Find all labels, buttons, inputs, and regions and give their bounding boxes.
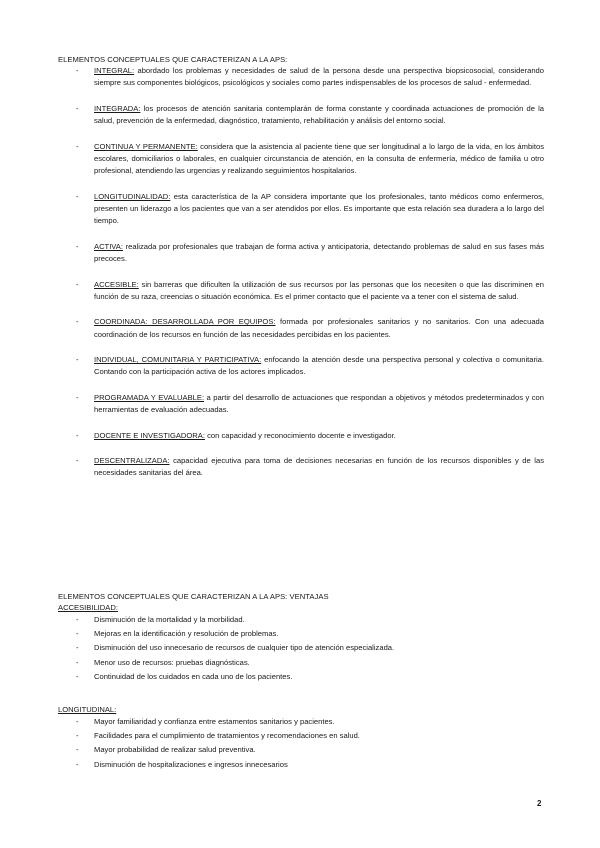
bullet-dash: - (76, 141, 79, 151)
section-heading: ELEMENTOS CONCEPTUALES QUE CARACTERIZAN A LA APS: (58, 55, 288, 64)
bullet-dash: - (76, 456, 79, 466)
concept-term: ACCESIBLE: (94, 279, 139, 289)
bullet-dash: - (76, 759, 79, 769)
page-number: 2 (537, 799, 542, 808)
list-item (58, 141, 544, 178)
list-item (58, 191, 544, 228)
bullet-dash: - (76, 745, 79, 755)
concept-term: INDIVIDUAL, COMUNITARIA Y PARTICIPATIVA: (94, 355, 262, 365)
list-item (58, 103, 544, 128)
list-item-text: Disminución de la mortalidad y la morbilidad. (94, 615, 245, 624)
bullet-dash: - (76, 191, 79, 201)
list-item-text: Disminución de hospitalizaciones e ingresos innecesarios (94, 759, 288, 769)
concept-text: considera que la asistencia al paciente tiene que ser longitudinal a lo largo de la vida, en los ámbitos escolares, domiciliarios o laborales, en cualquier circunstancia de atención, en la consulta de enfermería, médico de familia u otro profesional, atendiendo las urgencias y realizando seguimientos hospitalarios. (94, 141, 544, 176)
concept-term: COORDINADA: DESARROLLADA POR EQUIPOS: (94, 317, 276, 327)
list-item-text: Mejoras en la identificación y resolución de problemas. (94, 629, 279, 639)
concept-term: DESCENTRALIZADA: (94, 456, 170, 466)
advantages-heading: ELEMENTOS CONCEPTUALES QUE CARACTERIZAN A LA APS: VENTAJAS (58, 592, 329, 601)
concept-text: esta característica de la AP considera importante que los profesionales, tanto médicos como enfermeros, presenten un liderazgo a los pacientes que van a ser atendidos por ellos. Es importante que esta relación sea duradera a lo largo del tiempo. (94, 191, 544, 226)
concepts-section (58, 54, 544, 493)
bullet-dash: - (76, 279, 79, 289)
concept-term: INTEGRADA: (94, 103, 141, 113)
concept-term: CONTINUA Y PERMANENTE: (94, 141, 198, 151)
list-item (58, 730, 544, 742)
advantages-section (58, 591, 544, 685)
list-item (58, 316, 544, 341)
bullet-dash: - (76, 355, 79, 365)
list-item (58, 657, 544, 669)
list-item (58, 65, 544, 90)
concept-text: a partir del desarrollo de actuaciones que respondan a objetivos y métodos predeterminados y con herramientas de evaluación adecuadas. (94, 392, 544, 415)
concept-text: con capacidad y reconocimiento docente e investigador. (204, 430, 396, 440)
list-item (58, 716, 544, 728)
concept-term: PROGRAMADA Y EVALUABLE: (94, 392, 205, 402)
bullet-dash: - (76, 103, 79, 113)
concept-term: LONGITUDINALIDAD: (94, 191, 171, 201)
accessibility-list (58, 614, 544, 683)
bullet-dash: - (76, 66, 79, 75)
list-item (58, 241, 544, 266)
list-item-text: Mayor familiaridad y confianza entre estamentos sanitarios y pacientes. (94, 717, 335, 726)
longitudinal-section (58, 704, 544, 773)
bullet-dash: - (76, 629, 79, 639)
bullet-dash: - (76, 657, 79, 667)
bullet-dash: - (76, 717, 79, 726)
concept-term: INTEGRAL: (94, 66, 135, 75)
bullet-dash: - (76, 671, 79, 681)
list-item-text: Facilidades para el cumplimiento de tratamientos y recomendaciones en salud. (94, 731, 360, 741)
list-item (58, 455, 544, 480)
concept-text: enfocando la atención desde una perspectiva personal y colectiva o comunitaria. Contando con la participación activa de los actores implicados. (94, 355, 545, 377)
list-item (58, 744, 544, 756)
concept-text: capacidad ejecutiva para toma de decisiones necesarias en función de los recursos disponibles y de las necesidades sanitarias del área. (94, 456, 544, 478)
bullet-dash: - (76, 317, 79, 327)
concept-text: realizada por profesionales que trabajan de forma activa y anticipatoria, detectando problemas de salud en sus fases más precoces. (94, 241, 544, 264)
list-item-text: Menor uso de recursos: pruebas diagnósticas. (94, 657, 250, 667)
concept-term: ACTIVA: (94, 241, 123, 251)
concept-list (58, 65, 544, 480)
concept-text: sin barreras que dificulten la utilización de sus recursos por las personas que los necesiten o que las discriminen en función de su raza, creencias o situación económica. Es el primer contacto que el paciente va a tener con el sistema de salud. (94, 279, 544, 301)
longitudinal-subheading: LONGITUDINAL: (58, 705, 117, 714)
concept-text: formada por profesionales sanitarios y no sanitarios. Con una adecuada coordinación de los recursos en función de las necesidades percibidas en los pacientes. (94, 317, 544, 339)
list-item (58, 354, 544, 379)
list-item (58, 671, 544, 683)
concept-text: abordado los problemas y necesidades de salud de la persona desde una perspectiva biopsicosocial, considerando siempre sus componentes biológicos, psicológicos y sociales como partes indispensables de los procesos de salud - enfermedad. (94, 66, 544, 88)
bullet-dash: - (76, 430, 79, 440)
list-item-text: Mayor probabilidad de realizar salud preventiva. (94, 745, 256, 755)
bullet-dash: - (76, 731, 79, 741)
list-item (58, 392, 544, 417)
list-item (58, 614, 544, 626)
accessibility-subheading: ACCESIBILIDAD: (58, 603, 118, 612)
list-item-text: Continuidad de los cuidados en cada uno de los pacientes. (94, 671, 293, 681)
bullet-dash: - (76, 615, 79, 624)
list-item-text: Disminución del uso innecesario de recursos de cualquier tipo de atención especializada. (94, 643, 395, 653)
concept-term: DOCENTE E INVESTIGADORA: (94, 430, 205, 440)
list-item (58, 430, 544, 442)
bullet-dash: - (76, 392, 79, 402)
list-item (58, 628, 544, 640)
bullet-dash: - (76, 241, 79, 251)
longitudinal-list (58, 716, 544, 771)
bullet-dash: - (76, 643, 79, 653)
list-item (58, 279, 544, 304)
list-item (58, 759, 544, 771)
list-item (58, 642, 544, 654)
concept-text: los procesos de atención sanitaria contemplarán de forma constante y coordinada actuaciones de promoción de la salud, prevención de la enfermedad, diagnóstico, tratamiento, rehabilitación y análisis del entorno social. (94, 103, 544, 126)
